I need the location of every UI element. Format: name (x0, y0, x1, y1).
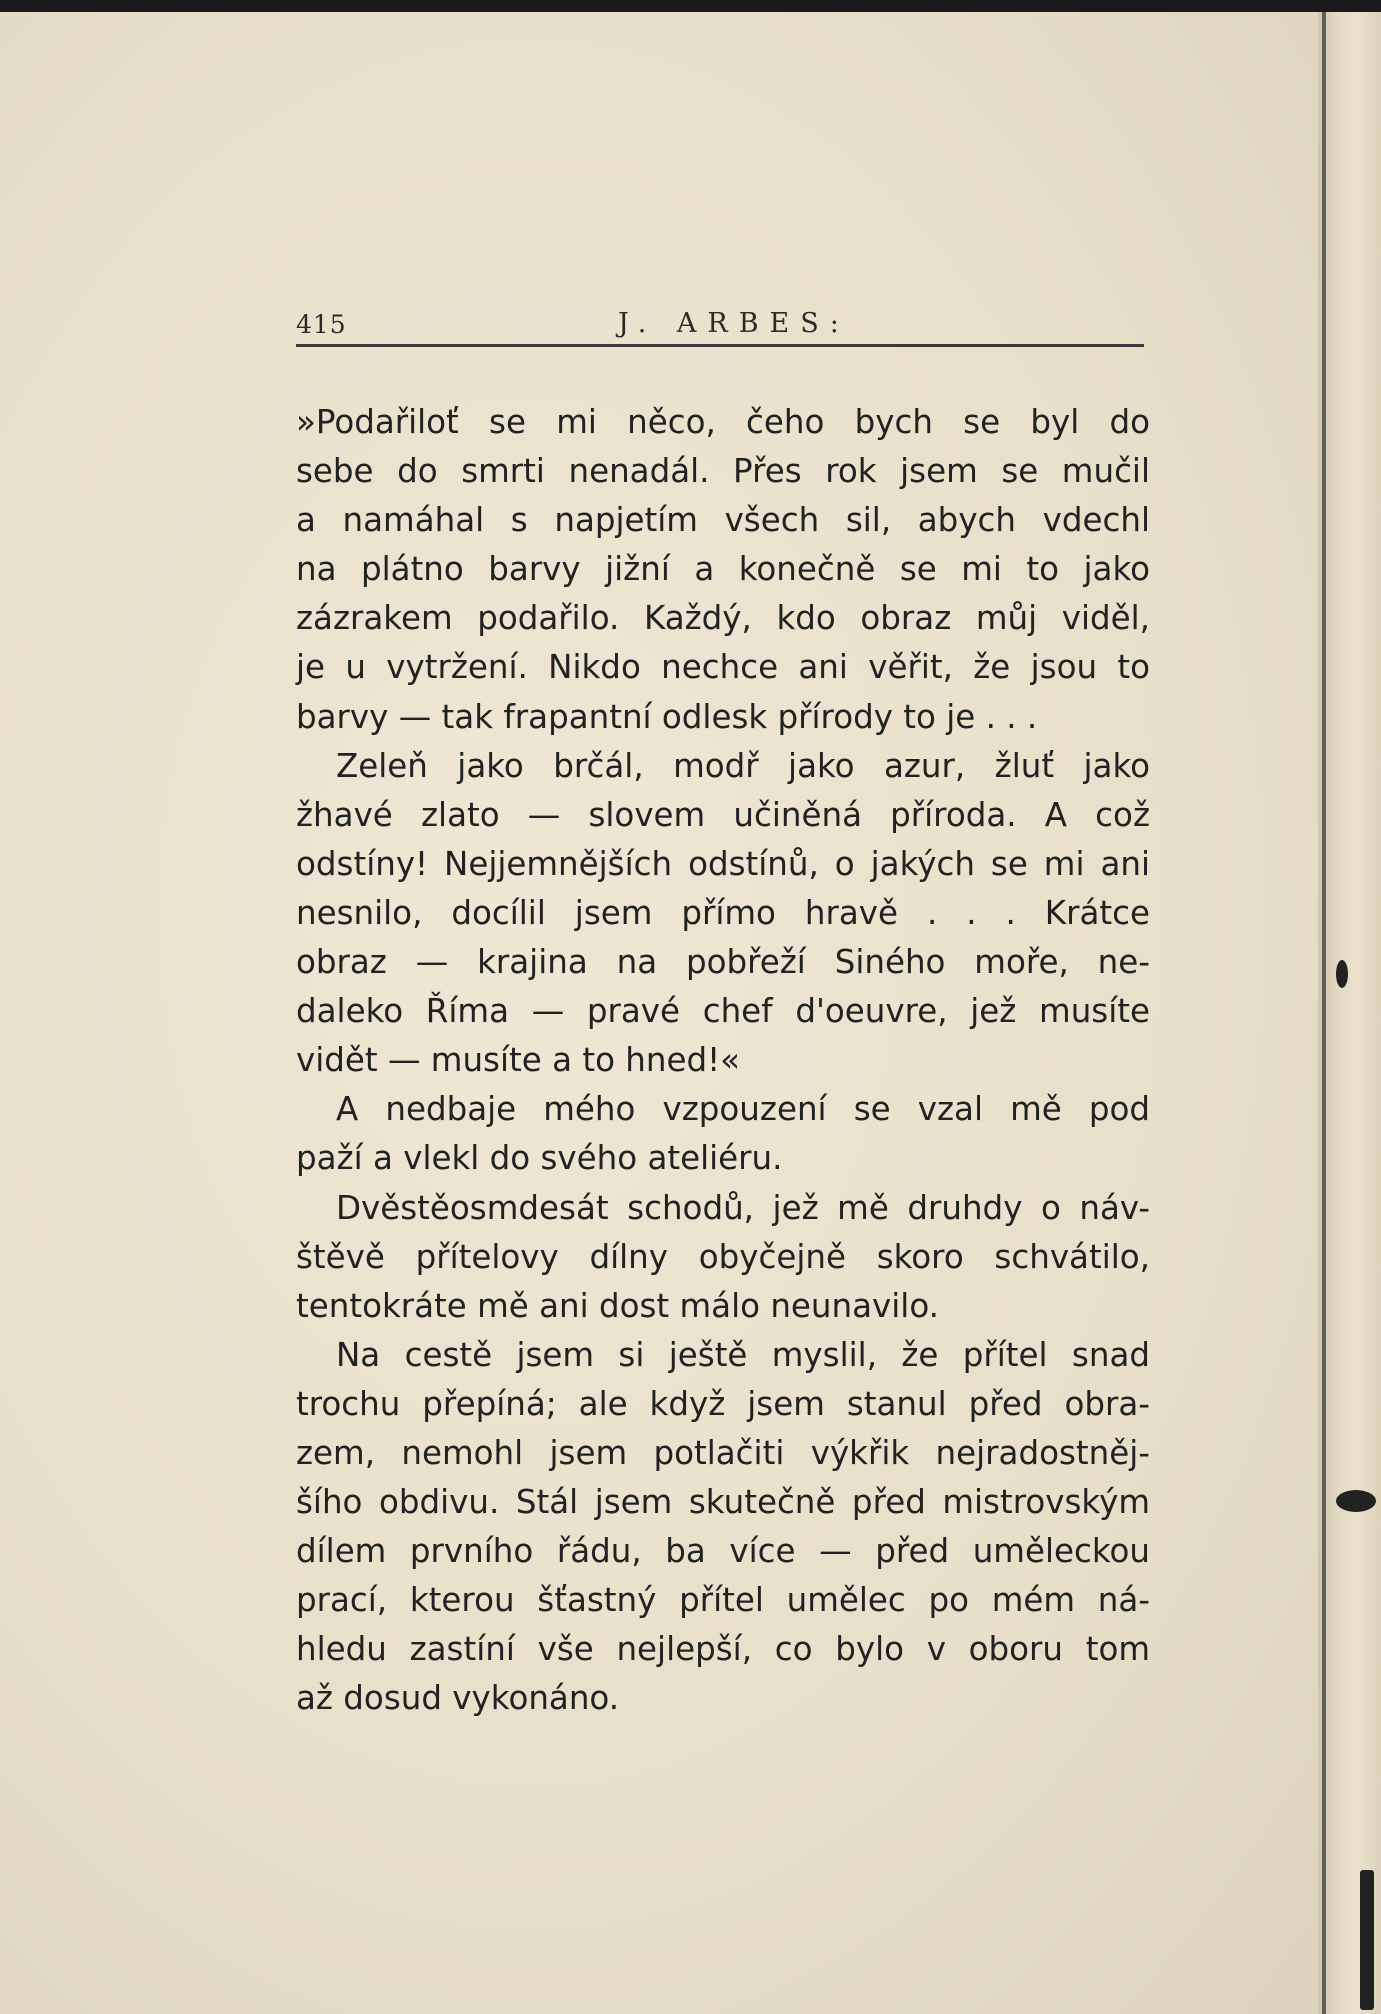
text-line: je u vytržení. Nikdo nechce ani věřit, že jsou to (296, 648, 1150, 687)
text-line: Na cestě jsem si ještě myslil, že přítel snad (336, 1335, 1150, 1374)
text-line: šího obdivu. Stál jsem skutečně před mistrovským (296, 1483, 1150, 1522)
text-line: Zeleň jako brčál, modř jako azur, žluť jako (336, 746, 1150, 785)
text-line: trochu přepíná; ale když jsem stanul před obra- (296, 1384, 1150, 1423)
text-line: hledu zastíní vše nejlepší, co bylo v oboru tom (296, 1630, 1150, 1669)
text-line: sebe do smrti nenadál. Přes rok jsem se mučil (296, 452, 1150, 491)
text-line: na plátno barvy jižní a konečně se mi to jako (296, 550, 1150, 589)
page-number: 415 (296, 310, 347, 339)
text-line: Dvěstěosmdesát schodů, jež mě druhdy o náv- (336, 1188, 1150, 1227)
text-line: prací, kterou šťastný přítel umělec po mém ná- (296, 1581, 1150, 1620)
text-line: vidět — musíte a to hned!« (296, 1041, 741, 1080)
text-line: zem, nemohl jsem potlačiti výkřik nejradostněj- (296, 1433, 1150, 1472)
text-line: až dosud vykonáno. (296, 1679, 620, 1718)
text-line: zázrakem podařilo. Každý, kdo obraz můj viděl, (296, 599, 1150, 638)
text-line: obraz — krajina na pobřeží Siného moře, ne- (296, 943, 1150, 982)
text-line: daleko Říma — pravé chef d'oeuvre, jež musíte (296, 992, 1150, 1031)
text-line: a namáhal s napjetím všech sil, abych vdechl (296, 501, 1150, 540)
text-line: dílem prvního řádu, ba více — před uměleckou (296, 1532, 1150, 1571)
spine-edge-line (1322, 12, 1326, 2014)
header-rule (296, 344, 1144, 347)
text-line: nesnilo, docílil jsem přímo hravě . . . Krátce (296, 893, 1150, 932)
text-line: žhavé zlato — slovem učiněná příroda. A což (296, 795, 1150, 834)
text-line: barvy — tak frapantní odlesk přírody to je . . . (296, 697, 1038, 736)
running-title: J. ARBES: (618, 308, 850, 339)
text-line: A nedbaje mého vzpouzení se vzal mě pod (336, 1090, 1150, 1129)
text-line: paží a vlekl do svého ateliéru. (296, 1139, 783, 1178)
text-line: štěvě přítelovy dílny obyčejně skoro schvátilo, (296, 1237, 1150, 1276)
text-line: »Podařiloť se mi něco, čeho bych se byl do (296, 403, 1150, 441)
text-line: tentokráte mě ani dost málo neunavilo. (296, 1286, 939, 1325)
body-text (296, 398, 1150, 1724)
binding-mark (1360, 1870, 1374, 2010)
book-spine (1318, 12, 1381, 2014)
ink-blot (1336, 960, 1348, 988)
text-line: odstíny! Nejjemnějších odstínů, o jakých se mi ani (296, 844, 1150, 883)
ink-blot (1336, 1490, 1376, 1512)
